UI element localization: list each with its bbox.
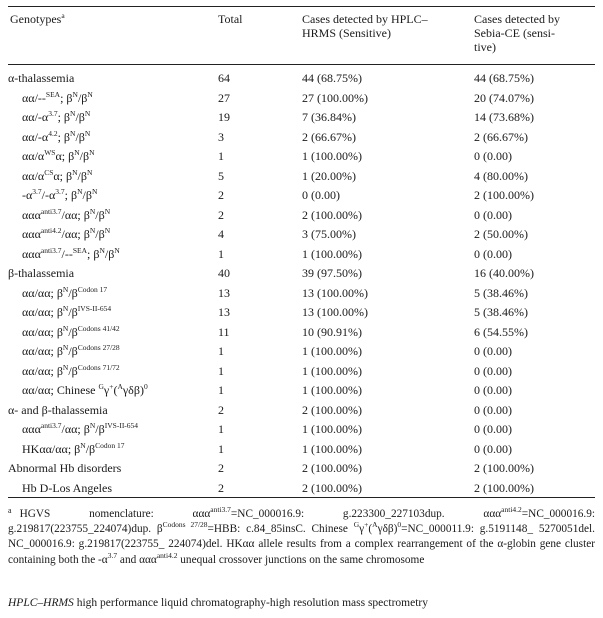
genotype-cell: [8, 342, 218, 362]
header-hplc-line1: Cases detected by HPLC–: [302, 12, 428, 26]
text-segment: =NC_000016.9: g.219817(223755_224074)dup. β: [8, 508, 596, 536]
hplc-cell: 2 (66.67%): [302, 129, 356, 144]
superscript: N: [92, 187, 98, 197]
superscript: anti3.7: [40, 245, 62, 255]
header-genotypes: Genotypes$^a$: [10, 11, 65, 26]
text-segment: γδβ): [122, 383, 144, 398]
text-segment: /β: [68, 305, 78, 320]
table-row: [8, 206, 595, 226]
table-row: [8, 108, 595, 128]
text-segment: /αα; β: [61, 207, 90, 222]
text-segment: αα/αα; β: [22, 285, 63, 300]
table-row: [8, 323, 595, 343]
text-segment: αα/--: [22, 90, 46, 105]
total-cell: 2: [218, 402, 224, 417]
genotype-cell: [8, 381, 218, 401]
total-cell: 2: [218, 207, 224, 222]
total-cell: 13: [218, 285, 230, 300]
text-segment: /β: [75, 110, 85, 125]
total-cell: 2: [218, 480, 224, 495]
hplc-cell: 13 (100.00%): [302, 285, 368, 300]
text-segment: /--: [61, 246, 73, 261]
text-segment: /β: [68, 363, 78, 378]
genotype-cell: [8, 89, 218, 109]
text-segment: /β: [68, 324, 78, 339]
text-segment: /-α: [41, 188, 56, 203]
total-cell: 11: [218, 324, 230, 339]
superscript: CS: [44, 167, 54, 177]
superscript: N: [62, 343, 69, 353]
text-segment: Abnormal Hb disorders: [8, 461, 122, 476]
hplc-cell: 1 (100.00%): [302, 441, 362, 456]
superscript: anti4.2: [40, 226, 62, 236]
genotype-cell: [8, 245, 218, 265]
table-row: [8, 147, 595, 167]
superscript: Codons 41/42: [77, 323, 120, 333]
text-segment: αα/α: [22, 149, 45, 164]
header-genotypes-footnote-mark: a: [61, 11, 65, 20]
ce-cell: 6 (54.55%): [474, 324, 528, 339]
table-row: [8, 362, 595, 382]
hplc-cell: 1 (100.00%): [302, 383, 362, 398]
hplc-cell: 27 (100.00%): [302, 90, 368, 105]
total-cell: 2: [218, 461, 224, 476]
header-hplc-hrms: [302, 12, 472, 40]
total-cell: 27: [218, 90, 230, 105]
hplc-cell: 2 (100.00%): [302, 207, 362, 222]
superscript: Codons 71/72: [77, 362, 120, 372]
text-segment: and ααα: [117, 553, 157, 566]
group-label: [8, 401, 218, 421]
ce-cell: 0 (0.00): [474, 363, 512, 378]
superscript: N: [89, 148, 95, 158]
superscript: N: [104, 206, 111, 216]
text-segment: (: [113, 383, 118, 398]
text-segment: ααα: [22, 227, 41, 242]
text-segment: /β: [104, 246, 115, 261]
text-segment: /β: [95, 422, 105, 437]
text-segment: α; β: [55, 149, 75, 164]
genotype-cell: [8, 186, 218, 206]
header-hplc-line2: HRMS (Sensitive): [302, 26, 392, 40]
text-segment: γ: [359, 523, 365, 536]
hplc-cell: 1 (100.00%): [302, 363, 362, 378]
hplc-cell: 13 (100.00%): [302, 305, 368, 320]
ce-cell: 44 (68.75%): [474, 71, 534, 86]
superscript: WS: [44, 148, 56, 158]
table-group-row: [8, 401, 595, 421]
superscript: Codons 27/28: [162, 520, 208, 530]
genotype-cell: [8, 420, 218, 440]
text-segment: ; β: [60, 90, 73, 105]
table-row: [8, 186, 595, 206]
total-cell: 5: [218, 168, 224, 183]
text-segment: α; β: [53, 168, 73, 183]
genotype-cell: [8, 362, 218, 382]
total-cell: 40: [218, 266, 230, 281]
total-cell: 1: [218, 149, 224, 164]
superscript: anti3.7: [210, 505, 231, 514]
table-row: [8, 342, 595, 362]
superscript: 3.7: [107, 550, 118, 560]
genotype-table: [8, 69, 595, 498]
group-label: [8, 459, 218, 479]
total-cell: 1: [218, 246, 224, 261]
hplc-cell: 2 (100.00%): [302, 461, 362, 476]
table-row: [8, 245, 595, 265]
ce-cell: 0 (0.00): [474, 149, 512, 164]
footnote-mark: a: [8, 506, 12, 515]
ce-cell: 4 (80.00%): [474, 168, 528, 183]
total-cell: 1: [218, 344, 224, 359]
superscript: anti4.2: [156, 550, 178, 560]
genotype-cell: [8, 108, 218, 128]
superscript: N: [80, 440, 86, 450]
superscript: anti3.7: [40, 421, 62, 431]
text-segment: Hb D-Los Angeles: [22, 480, 112, 495]
header-total: Total: [218, 12, 243, 26]
table-group-row: [8, 459, 595, 479]
superscript: +: [364, 520, 369, 530]
hplc-cell: 1 (20.00%): [302, 168, 356, 183]
superscript: Codons 27/28: [77, 343, 120, 353]
header-sebia-ce: [474, 12, 596, 54]
text-segment: /β: [85, 441, 96, 456]
superscript: SEA: [45, 89, 61, 99]
text-segment: /αα; β: [61, 422, 90, 437]
text-segment: α- and β-thalassemia: [8, 402, 108, 417]
superscript: 3.7: [32, 187, 42, 197]
hplc-cell: 3 (75.00%): [302, 227, 356, 242]
total-cell: 1: [218, 363, 224, 378]
text-segment: ; β: [57, 129, 71, 144]
superscript: N: [89, 226, 96, 236]
genotype-cell: [8, 206, 218, 226]
table-header-rule: [8, 64, 595, 65]
superscript: N: [62, 284, 69, 294]
superscript: N: [62, 362, 69, 372]
table-group-row: [8, 69, 595, 89]
superscript: N: [84, 128, 91, 138]
text-segment: αα/-α: [22, 110, 49, 125]
text-segment: α-thalassemia: [8, 71, 75, 86]
table-row: [8, 420, 595, 440]
superscript: N: [62, 323, 69, 333]
text-segment: /αα; β: [61, 227, 90, 242]
total-cell: 13: [218, 305, 230, 320]
table-row: [8, 128, 595, 148]
text-segment: β-thalassemia: [8, 266, 75, 281]
hplc-cell: 1 (100.00%): [302, 149, 362, 164]
superscript: 0: [143, 382, 148, 392]
superscript: 3.7: [48, 109, 58, 119]
footnote-text: [8, 505, 596, 566]
text-segment: ; β: [64, 188, 78, 203]
text-segment: HGVS nomenclature: ααα: [19, 508, 211, 520]
ce-cell: 0 (0.00): [474, 402, 512, 417]
abbreviation-definition: high performance liquid chromatography-high resolution mass spectrometry: [73, 597, 428, 609]
text-segment: /β: [75, 129, 85, 144]
ce-cell: 0 (0.00): [474, 422, 512, 437]
table-bottom-rule: [8, 497, 595, 498]
superscript: SEA: [72, 245, 87, 255]
text-segment: =HBB: c.84_85insC. Chinese: [207, 523, 354, 536]
genotype-cell: [8, 303, 218, 323]
text-segment: αα/αα; β: [22, 324, 63, 339]
superscript: A: [117, 382, 123, 392]
total-cell: 1: [218, 422, 224, 437]
table-row: [8, 440, 595, 460]
superscript: N: [84, 109, 91, 119]
superscript: N: [87, 89, 93, 99]
table-row: [8, 225, 595, 245]
text-segment: /β: [82, 188, 92, 203]
superscript: 3.7: [55, 187, 65, 197]
text-segment: ; β: [57, 110, 71, 125]
text-segment: -α: [22, 188, 33, 203]
text-segment: ααα: [22, 246, 41, 261]
text-segment: αα/αα; β: [22, 344, 63, 359]
hplc-cell: 0 (0.00): [302, 188, 340, 203]
ce-cell: 2 (100.00%): [474, 461, 534, 476]
superscript: G: [353, 520, 360, 530]
superscript: G: [98, 382, 104, 392]
superscript: N: [77, 187, 83, 197]
text-segment: αα/α: [22, 168, 45, 183]
total-cell: 2: [218, 188, 224, 203]
group-label: [8, 69, 218, 89]
genotype-cell: [8, 284, 218, 304]
table-row: [8, 167, 595, 187]
text-segment: αα/-α: [22, 129, 49, 144]
genotype-table-body: [8, 69, 595, 498]
ce-cell: 5 (38.46%): [474, 305, 528, 320]
superscript: N: [74, 148, 80, 158]
superscript: N: [62, 304, 69, 314]
superscript: N: [99, 245, 105, 255]
text-segment: γδβ): [377, 523, 398, 536]
superscript: +: [109, 382, 114, 392]
ce-cell: 2 (100.00%): [474, 188, 534, 203]
ce-cell: 14 (73.68%): [474, 110, 534, 125]
header-ce-line1: Cases detected by: [474, 12, 560, 26]
table-row: [8, 381, 595, 401]
table-top-rule: [8, 6, 595, 7]
superscript: anti3.7: [40, 206, 62, 216]
superscript: IVS-II-654: [104, 421, 139, 431]
text-segment: /β: [77, 168, 87, 183]
text-segment: αα/αα; β: [22, 305, 63, 320]
text-segment: unequal crossover junctions on the same chromosome: [177, 553, 425, 566]
total-cell: 64: [218, 71, 230, 86]
ce-cell: 2 (100.00%): [474, 480, 534, 495]
ce-cell: 5 (38.46%): [474, 285, 528, 300]
table-row: [8, 89, 595, 109]
hplc-cell: 1 (100.00%): [302, 422, 362, 437]
text-segment: HKαα/αα; β: [22, 441, 81, 456]
ce-cell: 0 (0.00): [474, 383, 512, 398]
superscript: N: [89, 421, 96, 431]
ce-cell: 16 (40.00%): [474, 266, 534, 281]
text-segment: ; β: [87, 246, 100, 261]
table-row: [8, 303, 595, 323]
header-ce-line3: tive): [474, 40, 496, 54]
text-segment: /β: [68, 285, 78, 300]
superscript: N: [114, 245, 120, 255]
text-segment: (: [368, 523, 373, 536]
genotype-cell: [8, 128, 218, 148]
abbreviation-note: [8, 596, 595, 610]
superscript: anti4.2: [501, 505, 522, 514]
hplc-cell: 1 (100.00%): [302, 344, 362, 359]
hplc-cell: 39 (97.50%): [302, 266, 362, 281]
superscript: N: [104, 226, 111, 236]
text-segment: /β: [95, 227, 105, 242]
ce-cell: 20 (74.07%): [474, 90, 534, 105]
superscript: N: [72, 167, 78, 177]
genotype-cell: [8, 323, 218, 343]
ce-cell: 2 (50.00%): [474, 227, 528, 242]
genotype-cell: [8, 147, 218, 167]
hplc-cell: 1 (100.00%): [302, 246, 362, 261]
superscript: 4.2: [48, 128, 58, 138]
text-segment: =NC_000016.9: g.223300_227103dup. ααα: [230, 508, 502, 520]
total-cell: 19: [218, 110, 230, 125]
footnote-hgvs: [8, 507, 595, 568]
hplc-cell: 7 (36.84%): [302, 110, 356, 125]
text-segment: /β: [77, 90, 88, 105]
hplc-cell: 2 (100.00%): [302, 480, 362, 495]
total-cell: 3: [218, 129, 224, 144]
genotype-cell: [8, 440, 218, 460]
genotype-cell: [8, 479, 218, 499]
superscript: Codon 17: [77, 284, 108, 294]
ce-cell: 0 (0.00): [474, 207, 512, 222]
superscript: IVS-II-654: [77, 304, 112, 314]
genotype-cell: [8, 167, 218, 187]
text-segment: /β: [68, 344, 78, 359]
hplc-cell: 2 (100.00%): [302, 402, 362, 417]
ce-cell: 0 (0.00): [474, 441, 512, 456]
header-ce-line2: Sebia-CE (sensi-: [474, 26, 555, 40]
table-row: [8, 479, 595, 499]
total-cell: 1: [218, 383, 224, 398]
superscript: N: [70, 109, 76, 119]
ce-cell: 0 (0.00): [474, 344, 512, 359]
group-label: [8, 264, 218, 284]
hplc-cell: 44 (68.75%): [302, 71, 362, 86]
superscript: Codon 17: [95, 440, 125, 450]
total-cell: 1: [218, 441, 224, 456]
superscript: N: [70, 128, 76, 138]
table-row: [8, 284, 595, 304]
superscript: N: [87, 167, 93, 177]
text-segment: =NC_000011.9: g.5191148_ 5270051del. NC_000016.9: g.219817(223755_ 224074)del. HKαα allele results from a complex rearrangement of the α-globin gene cluster containing both the -α: [8, 523, 595, 566]
text-segment: αα/αα; β: [22, 363, 63, 378]
total-cell: 4: [218, 227, 224, 242]
table-group-row: [8, 264, 595, 284]
superscript: N: [89, 206, 96, 216]
hplc-cell: 10 (90.91%): [302, 324, 362, 339]
text-segment: ααα: [22, 207, 41, 222]
text-segment: γ: [103, 383, 110, 398]
ce-cell: 0 (0.00): [474, 246, 512, 261]
text-segment: /β: [79, 149, 90, 164]
genotype-cell: [8, 225, 218, 245]
text-segment: αα/αα; Chinese: [22, 383, 99, 398]
ce-cell: 2 (66.67%): [474, 129, 528, 144]
text-segment: /β: [95, 207, 105, 222]
superscript: A: [372, 520, 378, 530]
superscript: N: [72, 89, 78, 99]
text-segment: ααα: [22, 422, 41, 437]
superscript: 0: [397, 520, 402, 530]
abbreviation-term: HPLC–HRMS: [8, 597, 74, 609]
